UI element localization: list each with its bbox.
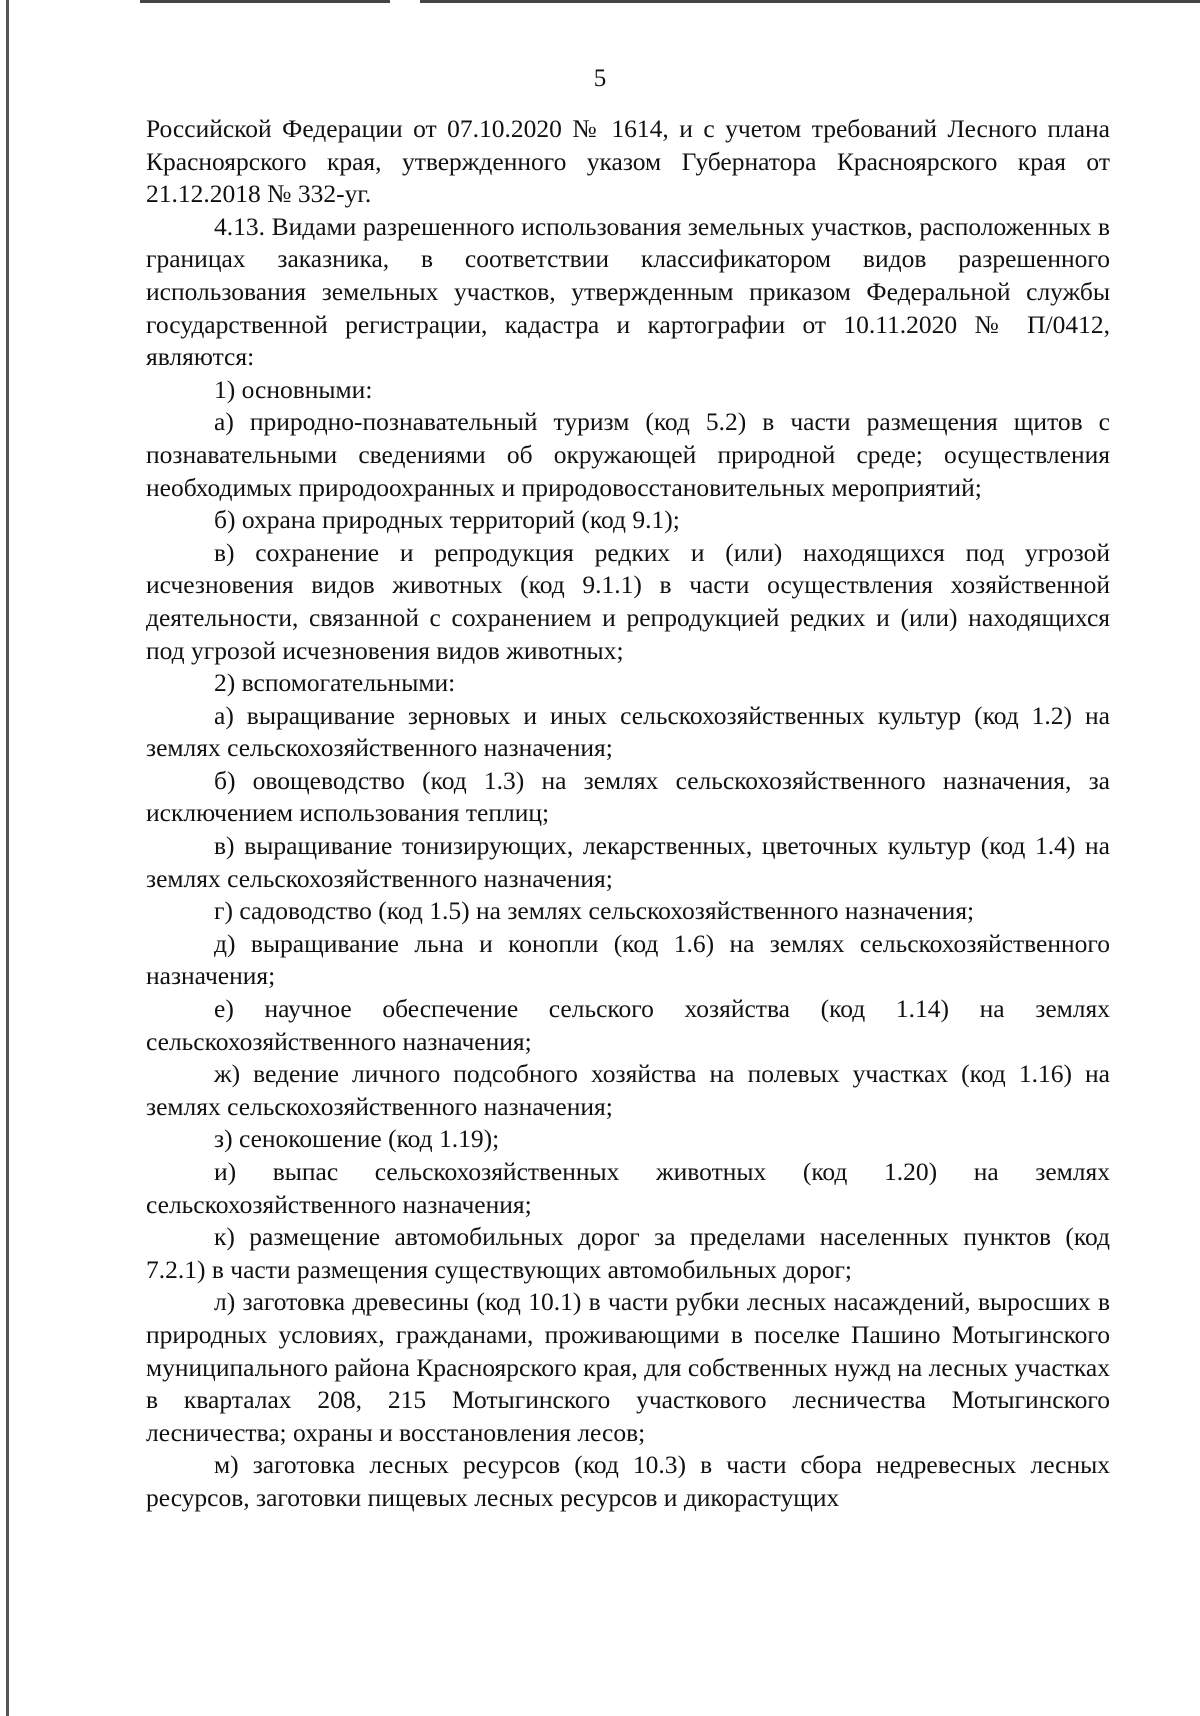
list-item: б) овощеводство (код 1.3) на землях сельскохозяйственного назначения, за исключением использования теплиц; [146,765,1110,828]
list-heading-auxiliary: 2) вспомогательными: [214,668,456,698]
list-heading-main: 1) основными: [214,374,373,404]
list-item: м) заготовка лесных ресурсов (код 10.3) в части сбора недревесных лесных ресурсов, заготовки пищевых лесных ресурсов и дикорастущих [146,1450,1110,1512]
document-body [146,113,1110,1515]
list-item: и) выпас сельскохозяйственных животных (код 1.20) на землях сельскохозяйственного назначения; [146,1157,1110,1219]
list-item: в) сохранение и репродукция редких и (или) находящихся под угрозой исчезновения видов животных (код 9.1.1) в части осуществления хозяйственной деятельности, связанной с сохранением и репродукцией редких и (или) находящихся под угрозой исчезновения видов животных; [146,537,1110,665]
list-item: ж) ведение личного подсобного хозяйства на полевых участках (код 1.16) на землях сельскохозяйственного назначения; [146,1059,1110,1121]
paragraph-continuation: Российской Федерации от 07.10.2020 № 1614, и с учетом требований Лесного плана Красноярского края, утвержденного указом Губернатора Красноярского края от 21.12.2018 № 332-уг. [146,114,1110,209]
list-item: з) сенокошение (код 1.19); [214,1124,500,1154]
list-item: а) природно-познавательный туризм (код 5.2) в части размещения щитов с познавательными сведениями об окружающей природной среде; осуществления необходимых природоохранных и природовосстановительных мероприятий; [146,407,1110,502]
page-number: 5 [593,65,607,92]
paragraph-4-13: 4.13. Видами разрешенного использования земельных участков, расположенных в границах заказника, в соответствии классификатором видов разрешенного использования земельных участков, утвержденным приказом Федеральной службы государственной регистрации, кадастра и картографии от 10.11.2020 № П/0412, являются: [146,211,1110,372]
list-item: д) выращивание льна и конопли (код 1.6) на землях сельскохозяйственного назначения; [146,928,1110,991]
list-item: к) размещение автомобильных дорог за пределами населенных пунктов (код 7.2.1) в части размещения существующих автомобильных дорог; [146,1222,1110,1284]
list-item: г) садоводство (код 1.5) на землях сельскохозяйственного назначения; [214,896,975,926]
list-item: л) заготовка древесины (код 10.1) в части рубки лесных насаждений, выросших в природных условиях, гражданами, проживающими в поселке Пашино Мотыгинского муниципального района Красноярского края, для собственных нужд на лесных участках в кварталах 208, 215 Мотыгинского участкового лесничества Мотыгинского лесничества; охраны и восстановления лесов; [146,1287,1110,1447]
list-item: е) научное обеспечение сельского хозяйства (код 1.14) на землях сельскохозяйственного назначения; [146,994,1110,1056]
list-item: в) выращивание тонизирующих, лекарственных, цветочных культур (код 1.4) на землях сельскохозяйственного назначения; [146,831,1110,893]
list-item: а) выращивание зерновых и иных сельскохозяйственных культур (код 1.2) на землях сельскохозяйственного назначения; [146,700,1110,763]
scan-top-edge [0,0,1200,4]
scan-left-edge [6,0,9,1716]
list-item: б) охрана природных территорий (код 9.1); [214,505,680,535]
